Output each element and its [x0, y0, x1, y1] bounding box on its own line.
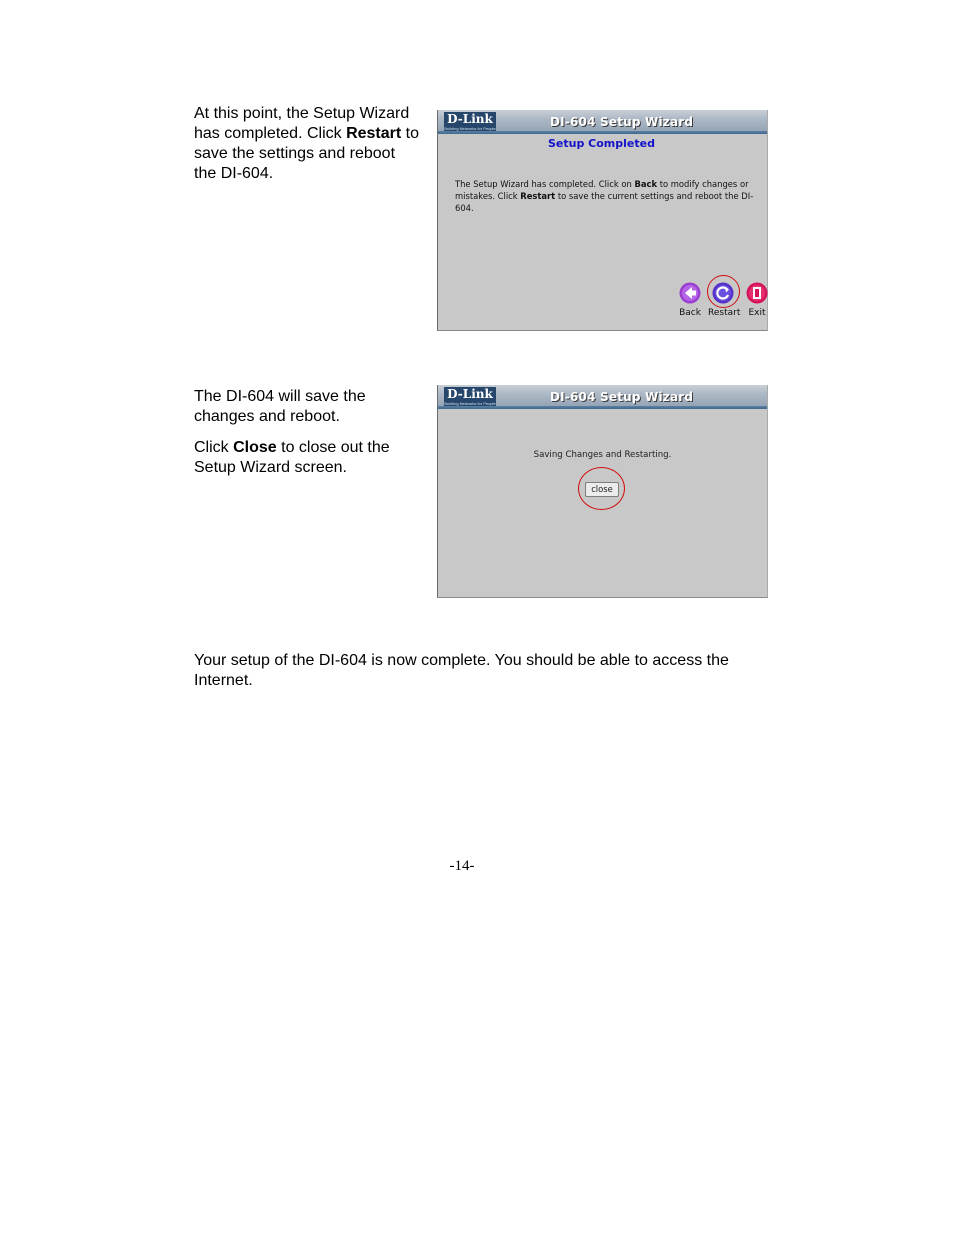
wizard-title: DI-604 Setup Wizard: [550, 390, 694, 404]
section2-bold-close: Close: [233, 439, 277, 456]
saving-changes-screenshot: [437, 385, 768, 598]
logo-text: D-Link: [447, 112, 493, 126]
wizard-subtitle: Setup Completed: [548, 137, 655, 150]
wizard-message: [455, 178, 761, 214]
exit-label: Exit: [748, 308, 766, 318]
wizard-title: DI-604 Setup Wizard: [550, 115, 694, 129]
section1-paragraph: [194, 104, 419, 184]
message-part: to modify changes or mistakes. Click: [455, 179, 749, 201]
message-back-bold: Back: [634, 179, 658, 189]
setup-completed-screenshot: [437, 110, 768, 331]
section2-paragraph-1: The DI-604 will save the changes and reboot.: [194, 388, 366, 425]
page-number: -14-: [449, 858, 475, 874]
completion-text: [194, 651, 764, 691]
saving-message: Saving Changes and Restarting.: [533, 450, 672, 460]
section1-text-before: At this point, the Setup Wizard has completed. Click: [194, 105, 410, 142]
section2-text-after: to close out the Setup Wizard screen.: [194, 439, 390, 476]
back-label: Back: [679, 308, 701, 318]
section2-text: [194, 387, 419, 478]
wizard-header-bar: [438, 110, 767, 134]
section1-text: [194, 104, 419, 184]
close-highlight-circle: [578, 467, 625, 510]
logo-text: D-Link: [447, 387, 493, 401]
restart-label: Restart: [708, 308, 741, 318]
section1-text-after: to save the settings and reboot the DI-604.: [194, 125, 419, 182]
completion-paragraph: Your setup of the DI-604 is now complete. You should be able to access the Internet.: [194, 652, 729, 689]
message-restart-bold: Restart: [520, 191, 556, 201]
back-arrow-icon: [679, 282, 701, 304]
section1-bold-restart: Restart: [346, 125, 402, 142]
message-part: to save the current settings and reboot the DI-604.: [455, 191, 754, 213]
restart-highlight-circle: [707, 275, 740, 308]
wizard-header-bar: [438, 385, 767, 409]
section2-paragraph-2: [194, 438, 419, 478]
exit-button[interactable]: [743, 282, 771, 318]
close-button[interactable]: close: [585, 482, 619, 497]
section2-text-before: Click: [194, 439, 234, 456]
message-part: The Setup Wizard has completed. Click on: [455, 179, 635, 189]
back-button[interactable]: [675, 282, 705, 318]
logo-tagline: Building Networks for People: [444, 401, 496, 406]
logo-tagline: Building Networks for People: [444, 126, 496, 131]
exit-icon: [746, 282, 768, 304]
dlink-logo: [444, 112, 496, 132]
dlink-logo: [444, 387, 496, 407]
